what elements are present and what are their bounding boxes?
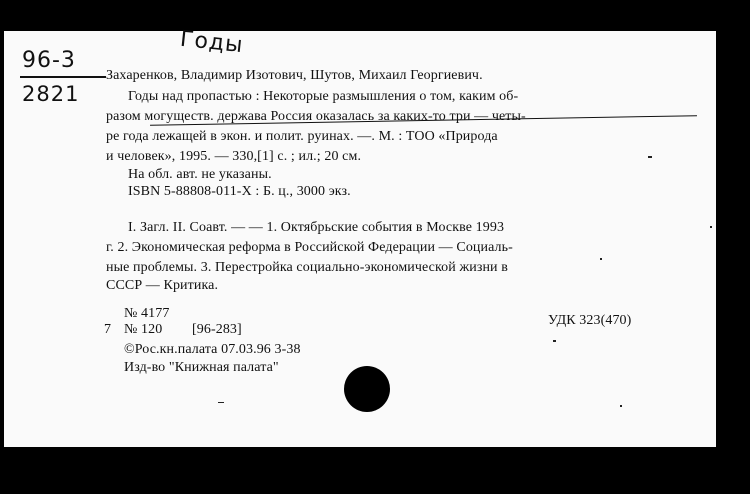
tracings-line-2: г. 2. Экономическая реформа в Российской Федерации — Социаль- bbox=[106, 240, 513, 255]
record-code: [96-283] bbox=[192, 322, 242, 337]
record-number: № 120 bbox=[124, 322, 163, 337]
scan-speck bbox=[218, 402, 224, 403]
note-line: На обл. авт. не указаны. bbox=[128, 167, 272, 182]
scan-speck bbox=[648, 156, 652, 158]
scan-speck bbox=[600, 258, 602, 260]
scan-speck bbox=[620, 405, 622, 407]
title-line-2: разом могуществ. держава Россия оказалась за каких-то три — четы- bbox=[106, 109, 526, 124]
tracings-line-4: СССР — Критика. bbox=[106, 278, 219, 293]
imprint-line: и человек», 1995. — 330,[1] с. ; ил.; 20 см. bbox=[106, 149, 362, 164]
chamber-stamp: ©Рос.кн.палата 07.03.96 3-38 bbox=[124, 342, 301, 357]
tracings-line-1: I. Загл. II. Соавт. — — 1. Октябрьские события в Москве 1993 bbox=[128, 220, 505, 235]
title-line-1: Годы над пропастью : Некоторые размышления о том, каким об- bbox=[128, 89, 519, 104]
card-punch-hole bbox=[344, 366, 390, 412]
handwritten-code-bottom: 2821 bbox=[22, 82, 80, 106]
publisher-line: Изд-во "Книжная палата" bbox=[124, 360, 279, 375]
isbn-line: ISBN 5-88808-011-X : Б. ц., 3000 экз. bbox=[128, 184, 351, 199]
card-number: № 4177 bbox=[124, 306, 170, 321]
scan-speck bbox=[553, 340, 556, 342]
handwritten-code-top: 96-3 bbox=[22, 48, 76, 73]
authors-line: Захаренков, Владимир Изотович, Шутов, Михаил Георгиевич. bbox=[106, 68, 483, 83]
tracings-line-3: ные проблемы. 3. Перестройка социально-экономической жизни в bbox=[106, 260, 508, 275]
udk-code: УДК 323(470) bbox=[548, 313, 632, 328]
handwritten-divider bbox=[20, 76, 106, 78]
scan-speck bbox=[710, 226, 712, 228]
title-line-3: ре года лежащей в экон. и полит. руинах. —. М. : ТОО «Природа bbox=[106, 129, 498, 144]
prefix-digit: 7 bbox=[104, 322, 112, 337]
handwritten-title-note: Годы bbox=[178, 26, 245, 59]
